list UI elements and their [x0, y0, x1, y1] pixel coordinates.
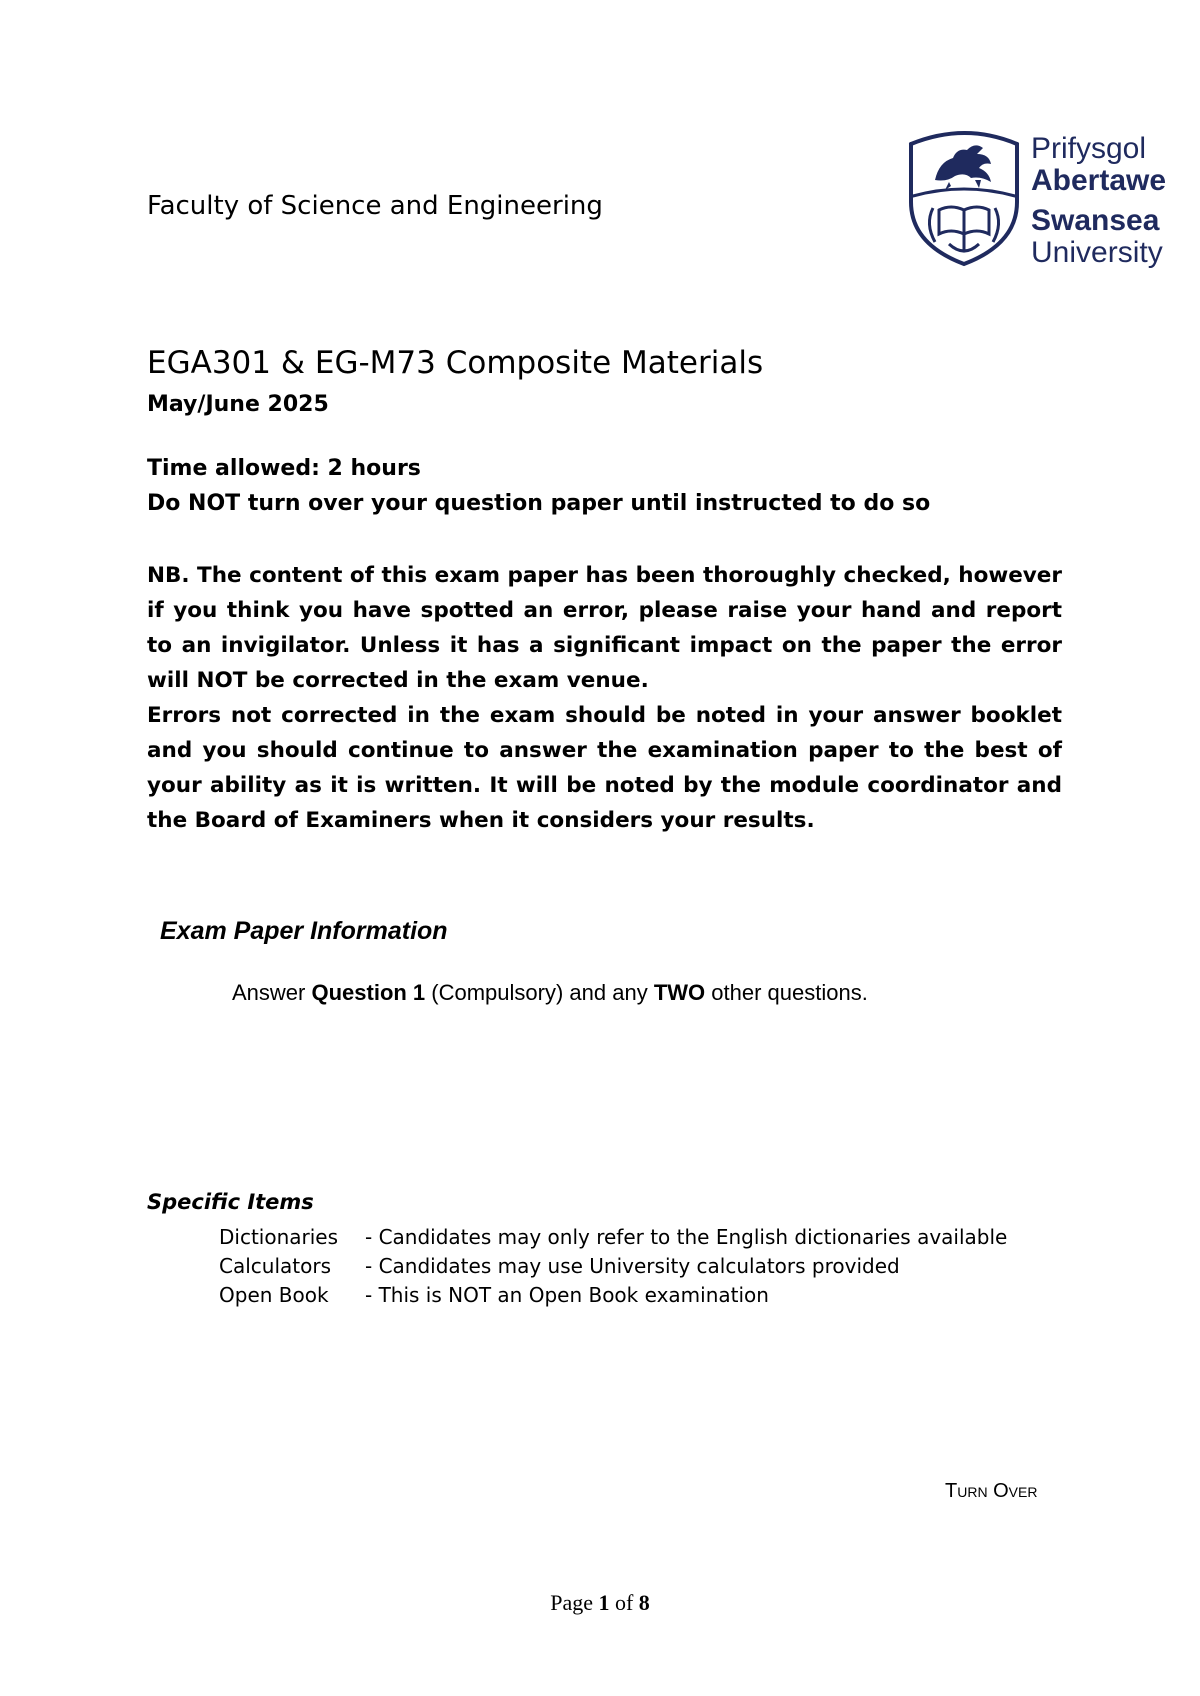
- answer-prefix: Answer: [232, 980, 312, 1005]
- item-name: Calculators: [219, 1254, 331, 1278]
- svg-text:Prifysgol: Prifysgol: [1031, 132, 1147, 165]
- item-desc: - Candidates may only refer to the English dictionaries available: [365, 1225, 1008, 1249]
- specific-items-heading: Specific Items: [147, 1190, 314, 1214]
- of-word: of: [609, 1590, 639, 1615]
- faculty-name: Faculty of Science and Engineering: [147, 191, 603, 221]
- svg-text:University: University: [1031, 236, 1163, 269]
- notice-paragraph-1: NB. The content of this exam paper has been thoroughly checked, however if you think you have spotted an error, please raise your hand and report to an invigilator. Unless it has a significant impact on the paper the error will NOT be corrected in the exam venue.: [147, 563, 1062, 693]
- item-desc: - This is NOT an Open Book examination: [365, 1283, 769, 1307]
- exam-info-heading: Exam Paper Information: [160, 917, 448, 945]
- answer-middle: (Compulsory) and any: [425, 980, 654, 1005]
- answer-suffix: other questions.: [705, 980, 868, 1005]
- item-name: Open Book: [219, 1283, 329, 1307]
- svg-text:Abertawe: Abertawe: [1031, 164, 1167, 197]
- exam-date: May/June 2025: [147, 392, 329, 417]
- error-notice: [147, 558, 1062, 838]
- university-logo: [905, 124, 1167, 274]
- item-desc: - Candidates may use University calculators provided: [365, 1254, 900, 1278]
- course-title: EGA301 & EG-M73 Composite Materials: [147, 345, 764, 381]
- page-current: 1: [598, 1590, 610, 1615]
- page-word: Page: [550, 1590, 599, 1615]
- answer-question-1: Question 1: [311, 980, 426, 1005]
- turn-over-label: Turn Over: [945, 1480, 1038, 1502]
- specific-item-dictionaries: [219, 1225, 1007, 1249]
- notice-paragraph-2: Errors not corrected in the exam should be noted in your answer booklet and you should continue to answer the examination paper to the best of your ability as it is written. It will be noted by the module coordinator and the Board of Examiners when it considers your results.: [147, 703, 1062, 833]
- page-total: 8: [638, 1590, 650, 1615]
- university-crest-icon: [905, 124, 1167, 274]
- item-name: Dictionaries: [219, 1225, 339, 1249]
- time-allowed: Time allowed: 2 hours: [147, 456, 421, 481]
- do-not-turn-instruction: Do NOT turn over your question paper until instructed to do so: [147, 491, 931, 516]
- page-number: [0, 1590, 1200, 1616]
- specific-item-open-book: [219, 1283, 769, 1307]
- svg-text:Swansea: Swansea: [1031, 204, 1160, 237]
- answer-two: TWO: [653, 980, 706, 1005]
- specific-item-calculators: [219, 1254, 900, 1278]
- answer-instruction: [232, 980, 868, 1006]
